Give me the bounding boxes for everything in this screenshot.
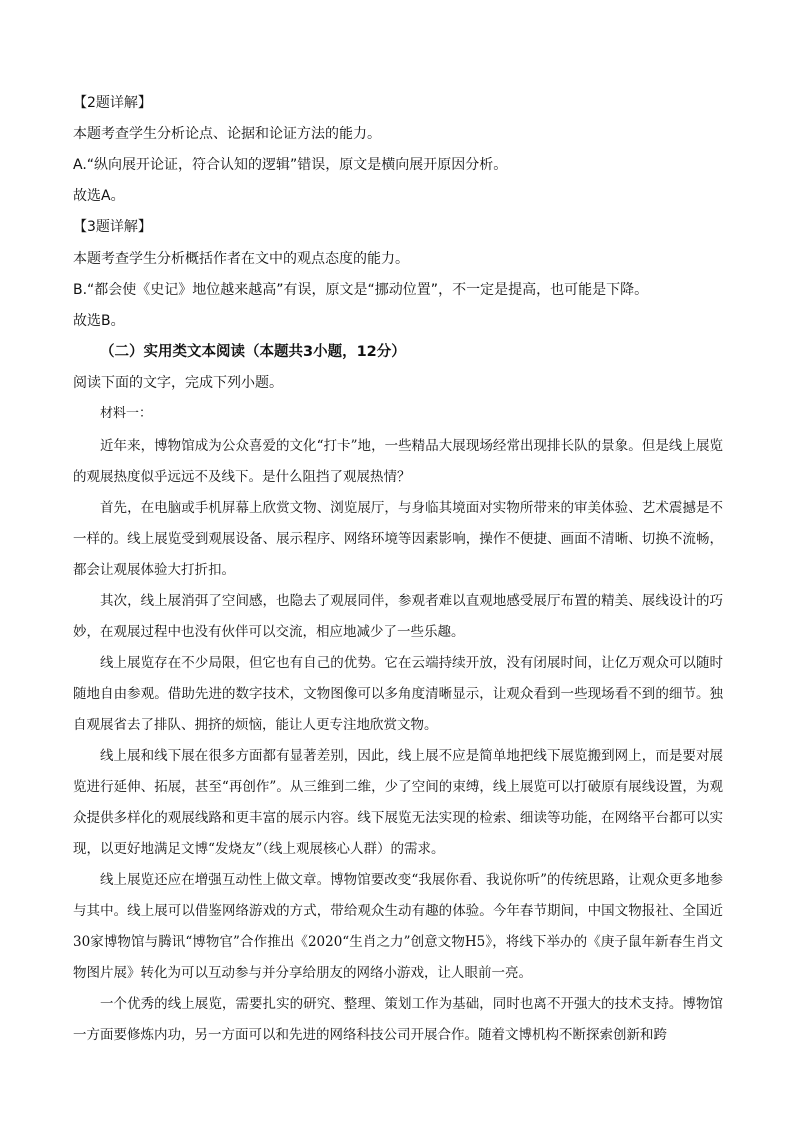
section3-intro: 本题考查学生分析概括作者在文中的观点态度的能力。 [73,251,409,267]
paragraph-5: 线上展和线下展在很多方面都有显著差别，因此，线上展不应是简单地把线下展览搬到网上，而是要对展览进行延伸、拓展，甚至“再创作”。从三维到二维，少了空间的束缚，线上展览可以打破原有展线设置，为观众提供多样化的观展线路和更丰富的展示内容。线下展览无法实现的检索、细读等功能，在网络平台都可以实现，以更好地满足文博“发烧友”（线上观展核心人群）的需求。 [73,748,723,857]
section2-title: 【2题详解】 [73,95,152,111]
paragraph-6: 线上展览还应在增强互动性上做文章。博物馆要改变“我展你看、我说你听”的传统思路，让观众更多地参与其中。线上展可以借鉴网络游戏的方式，带给观众生动有趣的体验。今年春节期间，中国文物报社、全国近30家博物馆与腾讯“博物官”合作推出《2020“生肖之力”创意文物H5》，将线下举办的《庚子鼠年新春生肖文物图片展》转化为可以互动参与并分享给朋友的网络小游戏，让人眼前一亮。 [73,872,723,981]
paragraph-2: 首先，在电脑或手机屏幕上欣赏文物、浏览展厅，与身临其境面对实物所带来的审美体验、艺术震撼是不一样的。线上展览受到观展设备、展示程序、网络环境等因素影响，操作不便捷、画面不清晰、切换不流畅，都会让观展体验大打折扣。 [73,500,723,578]
section2-option: A.“纵向展开论证，符合认知的逻辑”错误，原文是横向展开原因分析。 [73,157,508,173]
paragraph-3: 其次，线上展消弭了空间感，也隐去了观展同伴，参观者难以直观地感受展厅布置的精美、展线设计的巧妙，在观展过程中也没有伙伴可以交流，相应地减少了一些乐趣。 [73,593,723,640]
part2-instruction: 阅读下面的文字，完成下列小题。 [73,375,283,391]
section3-title: 【3题详解】 [73,219,152,235]
paragraph-1: 近年来，博物馆成为公众喜爱的文化“打卡”地，一些精品大展现场经常出现排长队的景象。但是线上展览的观展热度似乎远远不及线下。是什么阻挡了观展热情？ [73,438,723,485]
section2-intro: 本题考查学生分析论点、论据和论证方法的能力。 [73,126,381,142]
paragraph-7: 一个优秀的线上展览，需要扎实的研究、整理、策划工作为基础，同时也离不开强大的技术支持。博物馆一方面要修炼内功，另一方面可以和先进的网络科技公司开展合作。随着文博机构不断探索创新和跨 [73,996,723,1043]
part2-heading: （二）实用类文本阅读（本题共3小题，12分） [100,344,406,360]
section3-option: B.“都会使《史记》地位越来越高”有误，原文是“挪动位置”，不一定是提高，也可能是下降。 [73,282,649,298]
section2-answer: 故选A。 [73,188,125,204]
section3-answer: 故选B。 [73,313,125,329]
material-label: 材料一： [100,406,153,421]
paragraph-4: 线上展览存在不少局限，但它也有自己的优势。它在云端持续开放，没有闭展时间，让亿万观众可以随时随地自由参观。借助先进的数字技术，文物图像可以多角度清晰显示，让观众看到一些现场看不到的细节。独自观展省去了排队、拥挤的烦恼，能让人更专注地欣赏文物。 [73,655,723,733]
